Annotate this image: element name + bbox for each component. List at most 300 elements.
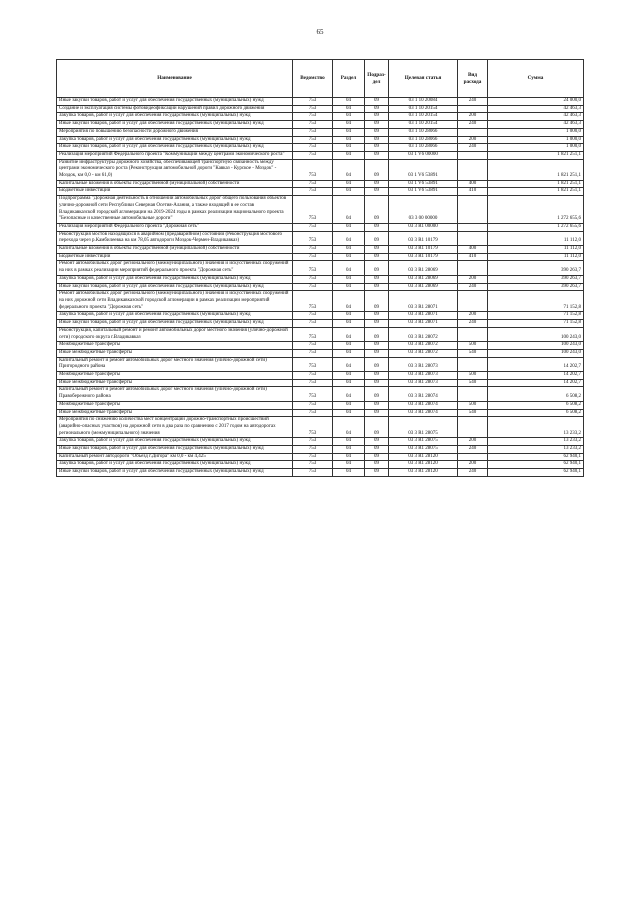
cell-name: Иные межбюджетные трансферты [57, 409, 293, 417]
cell-target: 03 3 R1 10179 [389, 231, 458, 245]
cell-exp-type: 540 [458, 379, 488, 387]
cell-sum: 390 263,7 [488, 261, 584, 275]
cell-exp-type [458, 105, 488, 113]
table-row [57, 98, 584, 106]
cell-subsection: 09 [365, 372, 389, 380]
cell-name: Создание и эксплуатация системы фотовидеофиксации нарушений правил дорожного движения [57, 105, 293, 113]
cell-subsection: 09 [365, 121, 389, 129]
table-row [57, 320, 584, 328]
cell-dept: 753 [293, 275, 333, 283]
cell-name: Межбюджетные трансферты [57, 401, 293, 409]
page-number: 65 [316, 28, 324, 36]
cell-dept: 753 [293, 223, 333, 231]
cell-name: Капитальный ремонт и ремонт автомобильных дорог местного значения (улично-дорожной сети) Правобережного района [57, 387, 293, 401]
cell-subsection: 09 [365, 461, 389, 469]
cell-sum: 6 508,2 [488, 409, 584, 417]
cell-section: 04 [333, 188, 365, 196]
cell-exp-type: 200 [458, 461, 488, 469]
cell-subsection: 09 [365, 113, 389, 121]
cell-section: 04 [333, 196, 365, 224]
table-row [57, 327, 584, 341]
cell-exp-type: 400 [458, 246, 488, 254]
cell-sum: 11 112,0 [488, 253, 584, 261]
cell-sum: 14 202,7 [488, 372, 584, 380]
cell-section: 04 [333, 357, 365, 371]
cell-subsection: 09 [365, 291, 389, 312]
cell-section: 04 [333, 291, 365, 312]
table-row [57, 144, 584, 152]
cell-subsection: 09 [365, 159, 389, 180]
cell-name: Капитальные вложения в объекты государственной (муниципальной) собственности [57, 246, 293, 254]
cell-dept: 753 [293, 372, 333, 380]
cell-target: 03 1 V6 53891 [389, 159, 458, 180]
table-row [57, 453, 584, 461]
header-target: Целевая статья [389, 60, 458, 98]
cell-name: Развитие инфраструктуры дорожного хозяйства, обеспечивающей транспортную связанность между центрами экономического роста (Реконструкция автомобильной дороги "Кавказ - Курское - Моздок" - Моздок, км 0,0 - км 61,0) [57, 159, 293, 180]
cell-name: Реконструкция, капитальный ремонт и ремонт автомобильных дорог местного значения (улично-дорожной сети) городского округа г.Владикавказ [57, 327, 293, 341]
cell-subsection: 09 [365, 342, 389, 350]
cell-sum: 1 821 251,1 [488, 151, 584, 159]
cell-section: 04 [333, 180, 365, 188]
cell-section: 04 [333, 105, 365, 113]
cell-section: 04 [333, 144, 365, 152]
cell-target: 03 3 R1 28075 [389, 438, 458, 446]
cell-section: 04 [333, 128, 365, 136]
cell-target: 03 3 R1 28072 [389, 342, 458, 350]
cell-exp-type: 240 [458, 320, 488, 328]
table-row [57, 461, 584, 469]
cell-name: Ремонт автомобильных дорог регионального (межмуниципального) значения и искусственных сооружений на них дорожной сети Владикавказской городской агломерации в рамках реализации мероприятий федерального проекта "Дорожная сеть" [57, 291, 293, 312]
cell-target: 03 1 10 20154 [389, 121, 458, 129]
cell-section: 04 [333, 387, 365, 401]
cell-target: 03 3 R1 28120 [389, 469, 458, 477]
cell-name: Мероприятия по повышению безопасности дорожного движения [57, 128, 293, 136]
cell-subsection: 09 [365, 357, 389, 371]
cell-dept: 753 [293, 98, 333, 106]
cell-exp-type: 500 [458, 372, 488, 380]
cell-sum: 1 000,0 [488, 136, 584, 144]
cell-sum: 100 243,0 [488, 327, 584, 341]
cell-name: Реализация мероприятий Федерального проекта "Дорожная сеть" [57, 223, 293, 231]
table-row [57, 121, 584, 129]
cell-exp-type: 240 [458, 446, 488, 454]
cell-subsection: 09 [365, 136, 389, 144]
table-row [57, 196, 584, 224]
cell-target: 03 3 R1 28074 [389, 387, 458, 401]
cell-section: 04 [333, 446, 365, 454]
cell-sum: 11 112,0 [488, 231, 584, 245]
cell-section: 04 [333, 379, 365, 387]
header-name: Наименование [57, 60, 293, 98]
cell-exp-type: 200 [458, 312, 488, 320]
cell-dept: 753 [293, 446, 333, 454]
cell-subsection: 09 [365, 387, 389, 401]
cell-subsection: 09 [365, 253, 389, 261]
cell-section: 04 [333, 469, 365, 477]
cell-dept: 753 [293, 438, 333, 446]
cell-exp-type: 240 [458, 283, 488, 291]
cell-subsection: 09 [365, 188, 389, 196]
cell-exp-type [458, 291, 488, 312]
cell-target: 03 3 00 00000 [389, 196, 458, 224]
cell-target: 03 3 R1 28069 [389, 261, 458, 275]
cell-dept: 753 [293, 461, 333, 469]
table-row [57, 113, 584, 121]
table-row [57, 387, 584, 401]
cell-sum: 13 233,2 [488, 446, 584, 454]
cell-sum: 1 272 655,6 [488, 223, 584, 231]
cell-sum: 390 263,7 [488, 283, 584, 291]
table-row [57, 379, 584, 387]
cell-subsection: 09 [365, 453, 389, 461]
cell-subsection: 09 [365, 151, 389, 159]
cell-dept: 753 [293, 261, 333, 275]
cell-exp-type: 410 [458, 188, 488, 196]
cell-exp-type: 200 [458, 136, 488, 144]
cell-target: 03 3 R1 28075 [389, 446, 458, 454]
cell-target: 03 1 V6 53891 [389, 188, 458, 196]
cell-name: Закупка товаров, работ и услуг для обеспечения государственных (муниципальных) нужд [57, 113, 293, 121]
cell-name: Закупка товаров, работ и услуг для обеспечения государственных (муниципальных) нужд [57, 312, 293, 320]
cell-section: 04 [333, 113, 365, 121]
cell-dept: 753 [293, 253, 333, 261]
cell-subsection: 09 [365, 196, 389, 224]
cell-target: 03 1 V6 53891 [389, 180, 458, 188]
cell-exp-type: 200 [458, 113, 488, 121]
cell-section: 04 [333, 253, 365, 261]
cell-sum: 6 508,2 [488, 401, 584, 409]
cell-subsection: 09 [365, 327, 389, 341]
cell-section: 04 [333, 283, 365, 291]
cell-sum: 100 243,0 [488, 342, 584, 350]
cell-exp-type [458, 261, 488, 275]
cell-sum: 390 263,7 [488, 275, 584, 283]
table-row [57, 401, 584, 409]
cell-exp-type: 240 [458, 469, 488, 477]
cell-exp-type [458, 196, 488, 224]
cell-target: 03 3 R1 28074 [389, 409, 458, 417]
cell-section: 04 [333, 320, 365, 328]
cell-sum: 62 940,1 [488, 453, 584, 461]
cell-dept: 753 [293, 453, 333, 461]
cell-subsection: 09 [365, 446, 389, 454]
table-row [57, 253, 584, 261]
header-dept: Ведомство [293, 60, 333, 98]
cell-dept: 753 [293, 417, 333, 438]
cell-section: 04 [333, 136, 365, 144]
cell-dept: 753 [293, 159, 333, 180]
cell-dept: 753 [293, 128, 333, 136]
cell-subsection: 09 [365, 231, 389, 245]
cell-name: Реализация мероприятий Федерального проекта "Коммуникации между центрами экономического роста" [57, 151, 293, 159]
cell-target: 03 1 10 28066 [389, 144, 458, 152]
cell-section: 04 [333, 349, 365, 357]
budget-table [56, 59, 584, 477]
cell-exp-type [458, 231, 488, 245]
table-row [57, 349, 584, 357]
table-row [57, 128, 584, 136]
cell-target: 03 3 R1 28072 [389, 327, 458, 341]
cell-section: 04 [333, 261, 365, 275]
table-row [57, 342, 584, 350]
cell-section: 04 [333, 461, 365, 469]
cell-exp-type [458, 151, 488, 159]
cell-subsection: 09 [365, 417, 389, 438]
cell-target: 03 3 R1 28075 [389, 417, 458, 438]
cell-exp-type [458, 357, 488, 371]
cell-exp-type [458, 453, 488, 461]
cell-section: 04 [333, 121, 365, 129]
cell-name: Иные закупки товаров, работ и услуг для обеспечения государственных (муниципальных) нужд [57, 144, 293, 152]
cell-sum: 1 272 655,6 [488, 196, 584, 224]
cell-exp-type: 240 [458, 121, 488, 129]
cell-name: Бюджетные инвестиции [57, 188, 293, 196]
cell-dept: 753 [293, 342, 333, 350]
cell-exp-type [458, 223, 488, 231]
cell-name: Иные закупки товаров, работ и услуг для обеспечения государственных (муниципальных) нужд [57, 283, 293, 291]
cell-subsection: 09 [365, 261, 389, 275]
cell-exp-type [458, 327, 488, 341]
cell-section: 04 [333, 409, 365, 417]
cell-target: 03 3 R1 28120 [389, 453, 458, 461]
table-row [57, 223, 584, 231]
cell-section: 04 [333, 438, 365, 446]
cell-sum: 100 243,0 [488, 349, 584, 357]
cell-target: 03 3 R1 28071 [389, 291, 458, 312]
cell-sum: 1 821 251,1 [488, 180, 584, 188]
cell-target: 03 3 R1 28074 [389, 401, 458, 409]
cell-subsection: 09 [365, 409, 389, 417]
cell-subsection: 09 [365, 144, 389, 152]
table-row [57, 417, 584, 438]
cell-sum: 1 821 251,1 [488, 188, 584, 196]
table-row [57, 372, 584, 380]
cell-target: 03 1 10 28066 [389, 128, 458, 136]
cell-target: 03 1 10 20084 [389, 98, 458, 106]
cell-target: 03 3 R1 28073 [389, 357, 458, 371]
cell-dept: 753 [293, 312, 333, 320]
cell-name: Подпрограмма "Дорожная деятельность в отношении автомобильных дорог общего пользования объектов улично-дорожной сети Республики Северная Осетия-Алания, а также входящей в ее состав Владикавказской городской агломерации на 2019-2024 годы в рамках реализации национального проекта "Безопасные и качественные автомобильные дороги" [57, 196, 293, 224]
cell-name: Закупка товаров, работ и услуг для обеспечения государственных (муниципальных) нужд [57, 136, 293, 144]
cell-target: 03 3 R1 28071 [389, 320, 458, 328]
cell-dept: 753 [293, 188, 333, 196]
cell-dept: 753 [293, 121, 333, 129]
cell-sum: 1 821 251,1 [488, 159, 584, 180]
cell-sum: 6 508,2 [488, 387, 584, 401]
cell-section: 04 [333, 223, 365, 231]
cell-subsection: 09 [365, 98, 389, 106]
cell-sum: 11 112,0 [488, 246, 584, 254]
cell-exp-type: 540 [458, 349, 488, 357]
cell-exp-type: 200 [458, 438, 488, 446]
cell-dept: 753 [293, 113, 333, 121]
cell-section: 04 [333, 98, 365, 106]
cell-sum: 71 152,8 [488, 320, 584, 328]
cell-name: Иные закупки товаров, работ и услуг для обеспечения государственных (муниципальных) нужд [57, 121, 293, 129]
cell-name: Иные закупки товаров, работ и услуг для обеспечения государственных (муниципальных) нужд [57, 446, 293, 454]
table-row [57, 231, 584, 245]
cell-section: 04 [333, 312, 365, 320]
cell-dept: 753 [293, 291, 333, 312]
cell-sum: 1 000,0 [488, 144, 584, 152]
cell-target: 03 3 R1 28072 [389, 349, 458, 357]
cell-target: 03 3 R1 28069 [389, 283, 458, 291]
cell-target: 03 1 10 20154 [389, 113, 458, 121]
cell-exp-type: 500 [458, 401, 488, 409]
cell-name: Иные межбюджетные трансферты [57, 379, 293, 387]
cell-name: Иные закупки товаров, работ и услуг для обеспечения государственных (муниципальных) нужд [57, 320, 293, 328]
table-row [57, 159, 584, 180]
cell-name: Иные закупки товаров, работ и услуг для обеспечения государственных (муниципальных) нужд [57, 469, 293, 477]
cell-target: 03 3 R1 28073 [389, 379, 458, 387]
cell-target: 03 1 10 20154 [389, 105, 458, 113]
table-row [57, 188, 584, 196]
cell-name: Мероприятия по снижению количества мест концентрации дорожно-транспортных происшествий (аварийно-опасных участков) на дорожной сети в два раза по сравнению с 2017 годом на автодорогах регионального (межмуниципального) значения [57, 417, 293, 438]
cell-target: 03 3 R1 28069 [389, 275, 458, 283]
cell-name: Иные закупки товаров, работ и услуг для обеспечения государственных (муниципальных) нужд [57, 98, 293, 106]
cell-name: Реконструкция мостов находящихся в аварийном (предаварийном) состоянии (Реконструкция мостового перехода через р.Камбилеевка на км 78,05 автодороги Моздок-Чермен-Владикавказ) [57, 231, 293, 245]
cell-subsection: 09 [365, 223, 389, 231]
cell-sum: 42 463,3 [488, 113, 584, 121]
cell-subsection: 09 [365, 349, 389, 357]
cell-exp-type [458, 159, 488, 180]
cell-sum: 62 940,1 [488, 461, 584, 469]
cell-name: Закупка товаров, работ и услуг для обеспечения государственных (муниципальных) нужд [57, 438, 293, 446]
cell-section: 04 [333, 327, 365, 341]
cell-dept: 753 [293, 151, 333, 159]
cell-sum: 13 233,2 [488, 417, 584, 438]
cell-name: Межбюджетные трансферты [57, 372, 293, 380]
table-row [57, 136, 584, 144]
cell-target: 03 3 R1 28071 [389, 312, 458, 320]
table-row [57, 469, 584, 477]
cell-name: Закупка товаров, работ и услуг для обеспечения государственных (муниципальных) нужд [57, 461, 293, 469]
cell-exp-type: 240 [458, 144, 488, 152]
cell-subsection: 09 [365, 283, 389, 291]
cell-name: Межбюджетные трансферты [57, 342, 293, 350]
cell-subsection: 09 [365, 320, 389, 328]
table-row [57, 246, 584, 254]
cell-sum: 71 152,8 [488, 312, 584, 320]
cell-name: Бюджетные инвестиции [57, 253, 293, 261]
table-row [57, 151, 584, 159]
cell-sum: 14 202,7 [488, 379, 584, 387]
cell-dept: 753 [293, 379, 333, 387]
cell-dept: 753 [293, 105, 333, 113]
cell-subsection: 09 [365, 438, 389, 446]
cell-sum: 42 463,3 [488, 105, 584, 113]
cell-exp-type [458, 417, 488, 438]
cell-subsection: 09 [365, 180, 389, 188]
cell-exp-type: 400 [458, 180, 488, 188]
cell-sum: 13 233,2 [488, 438, 584, 446]
cell-name: Ремонт автомобильных дорог регионального (межмуниципального) значения и искусственных сооружений на них в рамках реализации мероприятий федерального проекта "Дорожная сеть" [57, 261, 293, 275]
cell-subsection: 09 [365, 275, 389, 283]
cell-subsection: 09 [365, 469, 389, 477]
table-row [57, 105, 584, 113]
cell-target: 03 3 R1 28073 [389, 372, 458, 380]
cell-sum: 62 940,1 [488, 469, 584, 477]
cell-dept: 753 [293, 144, 333, 152]
cell-target: 03 3 R1 10179 [389, 253, 458, 261]
cell-dept: 753 [293, 409, 333, 417]
cell-dept: 753 [293, 387, 333, 401]
cell-name: Капитальный ремонт автодороги "Объезд г.Дигора" км 0,0 - км 4,425 [57, 453, 293, 461]
header-section: Раздел [333, 60, 365, 98]
table-row [57, 446, 584, 454]
cell-subsection: 09 [365, 246, 389, 254]
cell-sum: 42 463,3 [488, 121, 584, 129]
cell-dept: 753 [293, 180, 333, 188]
cell-target: 03 1 10 28066 [389, 136, 458, 144]
cell-exp-type: 410 [458, 253, 488, 261]
cell-subsection: 09 [365, 105, 389, 113]
cell-dept: 753 [293, 401, 333, 409]
table-row [57, 438, 584, 446]
cell-name: Иные межбюджетные трансферты [57, 349, 293, 357]
table-row [57, 291, 584, 312]
cell-section: 04 [333, 401, 365, 409]
cell-target: 03 3 R1 28120 [389, 461, 458, 469]
cell-subsection: 09 [365, 401, 389, 409]
cell-dept: 753 [293, 349, 333, 357]
cell-exp-type [458, 128, 488, 136]
cell-section: 04 [333, 453, 365, 461]
cell-section: 04 [333, 159, 365, 180]
cell-exp-type: 240 [458, 98, 488, 106]
header-sum: Сумма [488, 60, 584, 98]
cell-dept: 753 [293, 231, 333, 245]
cell-dept: 753 [293, 283, 333, 291]
cell-dept: 753 [293, 320, 333, 328]
table-row [57, 312, 584, 320]
cell-subsection: 09 [365, 379, 389, 387]
cell-section: 04 [333, 417, 365, 438]
cell-dept: 753 [293, 136, 333, 144]
cell-exp-type: 500 [458, 342, 488, 350]
cell-dept: 753 [293, 327, 333, 341]
cell-dept: 753 [293, 469, 333, 477]
table-row [57, 409, 584, 417]
cell-subsection: 09 [365, 312, 389, 320]
cell-name: Закупка товаров, работ и услуг для обеспечения государственных (муниципальных) нужд [57, 275, 293, 283]
cell-target: 03 3 R1 10179 [389, 246, 458, 254]
cell-sum: 24 000,0 [488, 98, 584, 106]
cell-sum: 14 202,7 [488, 357, 584, 371]
cell-target: 03 1 V6 00000 [389, 151, 458, 159]
table-row [57, 283, 584, 291]
cell-exp-type: 200 [458, 275, 488, 283]
cell-section: 04 [333, 246, 365, 254]
header-subsection: Подраз-дел [365, 60, 389, 98]
cell-exp-type [458, 387, 488, 401]
table-row [57, 357, 584, 371]
cell-target: 03 3 R1 00000 [389, 223, 458, 231]
cell-sum: 1 000,0 [488, 128, 584, 136]
cell-section: 04 [333, 231, 365, 245]
cell-section: 04 [333, 151, 365, 159]
cell-section: 04 [333, 275, 365, 283]
cell-name: Капитальные вложения в объекты государственной (муниципальной) собственности [57, 180, 293, 188]
cell-sum: 71 152,8 [488, 291, 584, 312]
table-body [57, 98, 584, 477]
cell-section: 04 [333, 342, 365, 350]
header-exp-type: Вид расхода [458, 60, 488, 98]
table-row [57, 275, 584, 283]
table-header-row [57, 60, 584, 98]
cell-dept: 753 [293, 196, 333, 224]
cell-subsection: 09 [365, 128, 389, 136]
